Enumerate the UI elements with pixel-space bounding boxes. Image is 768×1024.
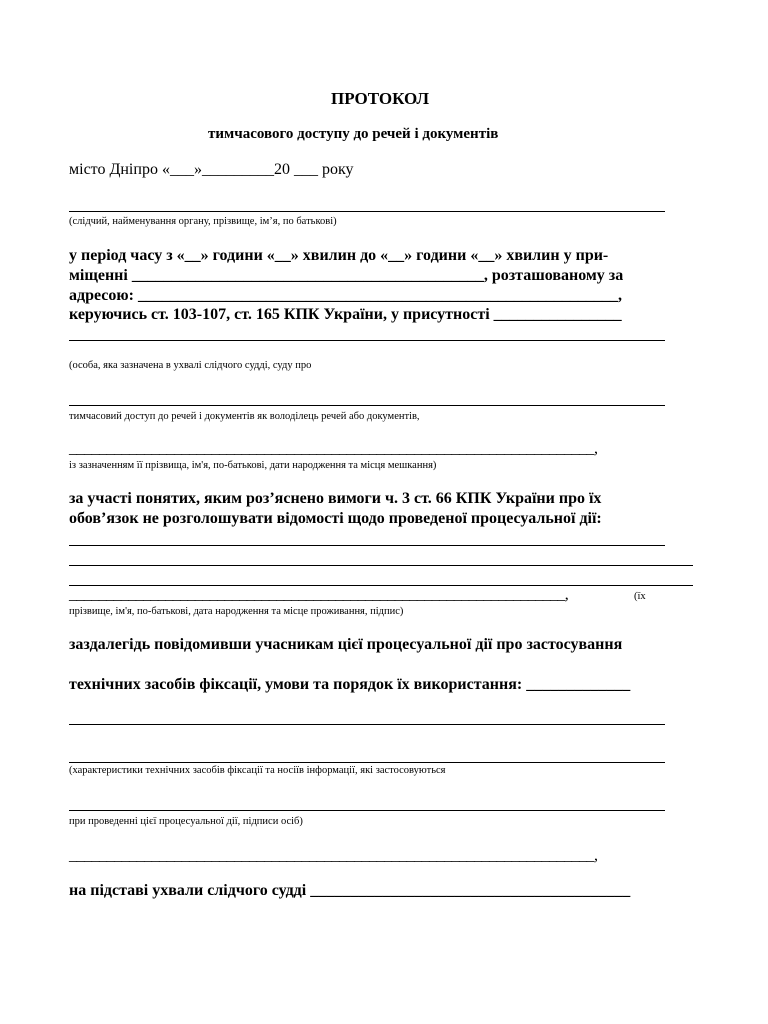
access-caption: тимчасовий доступ до речей і документів як володілець речей або документів, xyxy=(69,411,420,422)
period-line-1: у період часу з «__» години «__» хвилин до «__» години «__» хвилин у при- xyxy=(69,247,609,264)
investigator-blank-line xyxy=(69,211,665,212)
premises-line: міщенні ____________________________________________, розташованому за xyxy=(69,267,624,284)
notification-line: заздалегідь повідомивши учасникам цієї процесуальної дії про застосування xyxy=(69,636,623,653)
witness-blank-line-1 xyxy=(69,545,665,546)
presence-blank-line xyxy=(69,340,665,341)
document-title: ПРОТОКОЛ xyxy=(331,89,430,108)
witness-caption: прізвище, ім'я, по-батькові, дата народження та місце проживання, підпис) xyxy=(69,606,404,617)
person-caption: (особа, яка зазначена в ухвалі слідчого судді, суду про xyxy=(69,360,312,371)
place-date-line: місто Дніпро «___»_________20 ___ року xyxy=(69,161,354,178)
witnesses-line-2: обов’язок не розголошувати відомості щодо проведеної процесуальної дії: xyxy=(69,510,602,527)
witness-caption-tail: (їх xyxy=(634,591,646,602)
person-blank-line xyxy=(69,405,665,406)
address-line: адресою: ____________________________________________________________, xyxy=(69,287,622,304)
witnesses-line-1: за участі понятих, яким роз’яснено вимоги ч. 3 ст. 66 КПК України про їх xyxy=(69,490,602,507)
witness-blank-line-4: ___________________________________________________________________, xyxy=(69,586,569,603)
tech-caption: (характеристики технічних засобів фіксації та носіїв інформації, які застосовуються xyxy=(69,765,446,776)
final-blank-line: ______________________________________________________________________, xyxy=(69,847,598,864)
tech-blank-line-1 xyxy=(69,724,665,725)
signatures-blank-line xyxy=(69,810,665,811)
legal-basis-line: керуючись ст. 103-107, ст. 165 КПК України, у присутності ________________ xyxy=(69,306,622,323)
owner-blank-line: ______________________________________________________________________, xyxy=(69,440,598,457)
technical-means-line: технічних засобів фіксації, умови та порядок їх використання: _____________ xyxy=(69,676,631,693)
signatures-caption: при проведенні цієї процесуальної дії, підписи осіб) xyxy=(69,816,303,827)
tech-blank-line-2 xyxy=(69,762,665,763)
witness-blank-line-2 xyxy=(69,565,693,566)
ruling-line: на підставі ухвали слідчого судді ________________________________________ xyxy=(69,882,631,899)
investigator-caption: (слідчий, найменування органу, прізвище, ім’я, по батькові) xyxy=(69,216,337,227)
indicating-caption: із зазначенням її прізвища, ім'я, по-батькові, дати народження та місця мешкання) xyxy=(69,460,437,471)
document-subtitle: тимчасового доступу до речей і документів xyxy=(208,126,499,142)
